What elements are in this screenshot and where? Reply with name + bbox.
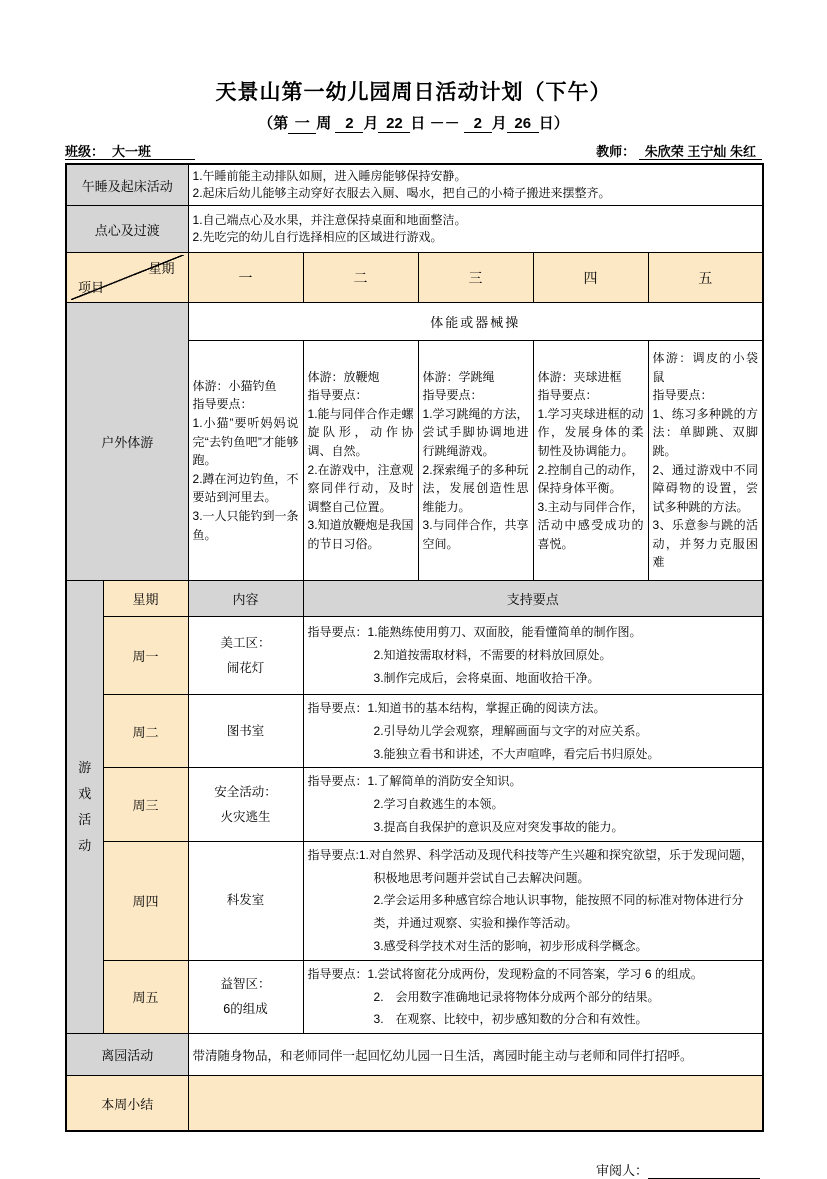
games-support [303, 695, 763, 768]
game-point: 3.一人只能钓到一条鱼。 [192, 508, 299, 542]
weekly-plan-table [65, 163, 764, 1132]
corner-cell [66, 253, 188, 303]
game-lead: 指导要点： [652, 388, 713, 403]
games-content [188, 695, 303, 768]
games-support [303, 960, 763, 1033]
game-point: 1、练习多种跳的方法：单脚跳、双脚跳。 [652, 406, 759, 458]
games-content [188, 960, 303, 1033]
support-lead: 指导要点: [307, 847, 359, 862]
teacher-value: 朱欣荣 王宁灿 朱红 [639, 144, 762, 160]
support-point: 1.尝试将窗花分成两份，发现粉盒的不同答案，学习 6 的组成。 [367, 966, 703, 981]
outdoor-cell-thu [533, 341, 648, 581]
nap-line: 1.午睡前能主动排队如厕，进入睡房能够保持安静。 [192, 168, 467, 183]
games-support [303, 768, 763, 841]
game-lead: 指导要点： [307, 388, 368, 403]
support-point: 3. 在观察、比较中，初步感知数的分合和有效性。 [373, 1012, 648, 1027]
support-point: 2. 会用数字准确地记录将物体分成两个部分的结果。 [373, 989, 660, 1004]
outdoor-cell-tue [303, 341, 418, 581]
content-line: 美工区： [220, 635, 271, 650]
game-point: 3、乐意参与跳的活动，并努力克服困难 [652, 518, 759, 570]
snack-content [188, 206, 763, 253]
games-header-row [66, 581, 763, 617]
corner-week-label: 星期 [148, 261, 175, 276]
end-day-blank: 26 [507, 115, 539, 133]
outdoor-label: 户外体游 [66, 303, 188, 581]
subtitle-seg: 周 [316, 115, 336, 132]
diagonal-divider [71, 255, 184, 300]
game-point: 1.小猫”要听妈妈说完“去钓鱼吧”才能够跑。 [192, 416, 299, 468]
end-month-blank: 2 [464, 115, 492, 133]
document-page [65, 0, 762, 1179]
nap-row [66, 164, 763, 206]
support-lead: 指导要点： [307, 701, 368, 715]
class-field [65, 141, 195, 160]
outdoor-banner: 体能或器械操 [188, 303, 763, 341]
day-header-mon: 一 [188, 253, 303, 303]
corner-item-label: 项目 [78, 280, 105, 295]
games-header-content: 内容 [188, 581, 303, 617]
subtitle-seg: 月 [491, 115, 507, 132]
subtitle-week-dates [65, 112, 762, 134]
reviewer-label: 审阅人： [595, 1163, 648, 1179]
game-point: 2.在游戏中，注意观察同伴行动，及时调整自己位置。 [307, 462, 414, 514]
game-point: 2、通过游戏中不同障碍物的设置，尝试多种跳的方法。 [652, 462, 759, 514]
week-number-blank: 一 [288, 112, 316, 134]
teacher-label: 教师： [596, 144, 636, 159]
games-row-mon [66, 617, 763, 695]
summary-row [66, 1076, 763, 1132]
meta-row [65, 141, 762, 160]
departure-content: 带清随身物品，和老师同伴一起回忆幼儿园一日生活，离园时能主动与老师和同伴打招呼。 [188, 1034, 763, 1076]
game-point: 2.探索绳子的多种玩法，发展创造性思维能力。 [422, 462, 529, 514]
game-point: 3.主动与同伴合作，活动中感受成功的喜悦。 [537, 499, 644, 551]
games-vertical-label: 游戏活动 [78, 760, 92, 854]
subtitle-seg: 日） [538, 115, 569, 132]
game-point: 1.学习夹球进框的动作，发展身体的柔韧性及协调能力。 [537, 406, 644, 458]
game-point: 1.学习跳绳的方法，尝试手脚协调地进行跳绳游戏。 [422, 406, 529, 458]
game-title: 体游：学跳绳 [422, 369, 495, 384]
content-line: 闹花灯 [226, 660, 265, 675]
departure-row [66, 1034, 763, 1076]
games-support [303, 617, 763, 695]
support-point: 2.引导幼儿学会观察，理解画面与文字的对应关系。 [373, 723, 648, 738]
support-point: 1.了解简单的消防安全知识。 [367, 774, 522, 789]
content-line: 科发室 [226, 893, 265, 908]
games-support [303, 841, 763, 960]
game-lead: 指导要点： [422, 388, 483, 403]
games-header-support: 支持要点 [303, 581, 763, 617]
nap-line: 2.起床后幼儿能够主动穿好衣服去入厕、喝水，把自己的小椅子搬进来摆整齐。 [192, 186, 611, 200]
day-header-fri: 五 [648, 253, 763, 303]
game-title: 体游：放鞭炮 [307, 369, 380, 384]
day-header-wed: 三 [418, 253, 533, 303]
games-header-week: 星期 [103, 581, 188, 617]
games-day: 周四 [103, 841, 188, 960]
games-row-thu [66, 841, 763, 960]
support-point: 1.对自然界、科学活动及现代科技等产生兴趣和探究欲望，乐于发现问题，积极地思考问题并尝试自己去解决问题。 [358, 847, 753, 885]
support-point: 3.制作完成后，会将桌面、地面收拾干净。 [373, 670, 600, 685]
content-line: 火灾逃生 [220, 809, 271, 824]
content-line: 图书室 [226, 723, 265, 738]
game-title: 体游：小猫钓鱼 [192, 378, 277, 393]
outdoor-cell-wed [418, 341, 533, 581]
teacher-field [596, 141, 762, 160]
support-point: 3.提高自我保护的意识及应对突发事故的能力。 [373, 819, 624, 834]
support-point: 1.知道书的基本结构，掌握正确的阅读方法。 [367, 701, 606, 715]
class-value: 大一班 [104, 144, 195, 160]
snack-row [66, 206, 763, 253]
games-content [188, 841, 303, 960]
summary-label: 本周小结 [66, 1076, 188, 1132]
game-lead: 指导要点： [537, 388, 598, 403]
game-point: 3.知道放鞭炮是我国的节日习俗。 [307, 518, 414, 551]
content-line: 益智区： [220, 976, 271, 991]
outdoor-banner-row [66, 303, 763, 341]
games-day: 周一 [103, 617, 188, 695]
game-lead: 指导要点： [192, 397, 253, 412]
day-header-tue: 二 [303, 253, 418, 303]
content-line: 安全活动： [214, 784, 277, 799]
games-row-fri [66, 960, 763, 1033]
outdoor-cell-mon [188, 341, 303, 581]
games-content [188, 617, 303, 695]
outdoor-cell-fri [648, 341, 763, 581]
subtitle-seg: 月 [363, 115, 379, 132]
game-title: 体游：调皮的小袋鼠 [652, 350, 759, 384]
summary-content [188, 1076, 763, 1132]
support-point: 1.能熟练使用剪刀、双面胶，能看懂简单的制作图。 [367, 625, 642, 640]
games-row-wed [66, 768, 763, 841]
support-lead: 指导要点： [307, 774, 368, 789]
games-day: 周三 [103, 768, 188, 841]
games-day: 周二 [103, 695, 188, 768]
support-point: 2.学会运用多种感官综合地认识事物，能按照不同的标准对物体进行分类，并通过观察、实验和操作等活动。 [373, 893, 744, 931]
games-day: 周五 [103, 960, 188, 1033]
support-point: 2.学习自救逃生的本领。 [373, 797, 504, 812]
subtitle-prefix: （第 [258, 115, 289, 132]
start-day-blank: 22 [378, 115, 410, 133]
subtitle-seg: 日 －－ [410, 115, 464, 132]
snack-line: 1.自己端点心及水果，并注意保持桌面和地面整洁。 [192, 212, 467, 227]
game-point: 1.能与同伴合作走螺旋队形，动作协调、自然。 [307, 406, 414, 458]
nap-content [188, 164, 763, 206]
start-month-blank: 2 [335, 115, 363, 133]
support-lead: 指导要点： [307, 625, 368, 640]
support-lead: 指导要点： [307, 966, 368, 981]
support-point: 3.感受科学技术对生活的影响，初步形成科学概念。 [373, 938, 648, 953]
class-label: 班级： [65, 144, 105, 159]
game-point: 3.与同伴合作，共享空间。 [422, 518, 529, 551]
departure-label: 离园活动 [66, 1034, 188, 1076]
game-point: 2.蹲在河边钓鱼，不要站到河里去。 [192, 471, 299, 505]
snack-label: 点心及过渡 [66, 206, 188, 253]
support-point: 2.知道按需取材料，不需要的材料放回原处。 [373, 648, 612, 663]
day-header-thu: 四 [533, 253, 648, 303]
page-title: 天景山第一幼儿园周日活动计划（下午） [215, 81, 612, 104]
support-point: 3.能独立看书和讲述，不大声喧哗，看完后书归原处。 [373, 746, 660, 761]
content-line: 6的组成 [223, 1001, 268, 1016]
games-content [188, 768, 303, 841]
games-section-label [66, 581, 103, 1034]
game-point: 2.控制自己的动作，保持身体平衡。 [537, 462, 644, 496]
game-title: 体游：夹球进框 [537, 369, 622, 384]
nap-label: 午睡及起床活动 [66, 164, 188, 206]
snack-line: 2.先吃完的幼儿自行选择相应的区域进行游戏。 [192, 230, 443, 244]
reviewer-signature-blank [648, 1164, 760, 1179]
weekday-header-row [66, 253, 763, 303]
games-row-tue [66, 695, 763, 768]
